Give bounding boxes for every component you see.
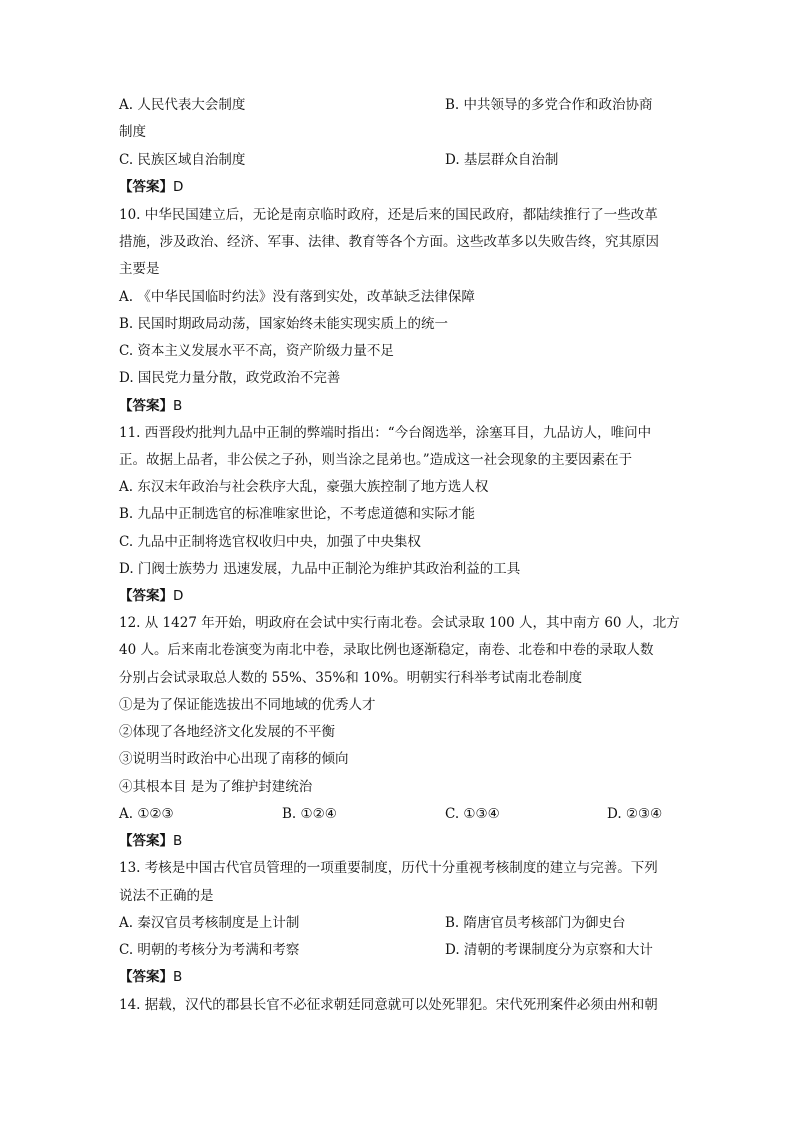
q11-option-b: B. 九品中正制选官的标准唯家世论，不考虑道德和实际才能 [119,506,476,522]
q11-option-c: C. 九品中正制将选官权收归中央，加强了中央集权 [119,534,421,550]
q12-stem-line2: 40 人。后来南北卷演变为南北中卷，录取比例也逐渐稳定，南卷、北卷和中卷的录取人数 [119,642,654,658]
q9-option-c: C. 民族区域自治制度 [119,152,246,168]
q10-option-b: B. 民国时期政局动荡，国家始终未能实现实质上的统一 [119,316,449,332]
q13-stem-line2: 说法不正确的是 [119,888,214,904]
q10-option-c: C. 资本主义发展水平不高，资产阶级力量不足 [119,343,394,359]
answer-value: B [173,969,183,985]
q13-answer [119,968,182,986]
q9-option-d: D. 基层群众自治制 [445,152,559,168]
q12-option-d: D. ②③④ [607,806,663,822]
answer-label: 【答案】 [119,969,173,985]
q11-stem-line2: 正。故据上品者，非公侯之子孙，则当涂之昆弟也。”造成这一社会现象的主要因素在于 [119,452,633,468]
q14-stem-line1: 14. 据载，汉代的郡县长官不必征求朝廷同意就可以处死罪犯。宋代死刑案件必须由州和朝 [119,997,658,1013]
answer-label: 【答案】 [119,588,173,604]
q10-answer [119,397,182,415]
q12-stem-line1: 12. 从 1427 年开始，明政府在会试中实行南北卷。会试录取 100 人，其中南方 60 人，北方 [119,615,680,631]
q12-option-a: A. ①②③ [119,806,174,822]
q12-item-2: ②体现了各地经济文化发展的不平衡 [119,724,335,740]
q9-answer [119,178,183,196]
q11-option-a: A. 东汉末年政治与社会秩序大乱，豪强大族控制了地方选人权 [119,479,489,495]
answer-value: B [173,833,183,849]
q12-item-4: ④其根本目 是为了维护封建统治 [119,779,313,795]
answer-label: 【答案】 [119,833,173,849]
answer-label: 【答案】 [119,179,173,195]
q10-stem-line1: 10. 中华民国建立后，无论是南京临时政府，还是后来的国民政府，都陆续推行了一些改革 [119,207,658,223]
q13-stem-line1: 13. 考核是中国古代官员管理的一项重要制度，历代十分重视考核制度的建立与完善。下列 [119,860,658,876]
q12-stem-line3: 分别占会试录取总人数的 55%、35%和 10%。明朝实行科举考试南北卷制度 [119,670,583,686]
q9-option-b-cont: 制度 [119,124,146,140]
q10-stem-line2: 措施，涉及政治、经济、军事、法律、教育等各个方面。这些改革多以失败告终，究其原因 [119,234,659,250]
answer-label: 【答案】 [119,398,173,414]
q9-option-b: B. 中共领导的多党合作和政治协商 [445,97,653,113]
answer-value: B [173,398,183,414]
q10-stem-line3: 主要是 [119,261,160,277]
q12-item-3: ③说明当时政治中心出现了南移的倾向 [119,751,349,767]
answer-value: D [173,588,184,604]
q11-stem-line1: 11. 西晋段灼批判九品中正制的弊端时指出：“今台阁选举，涂塞耳目，九品访人，唯问中 [119,425,652,441]
q11-answer [119,587,183,605]
answer-value: D [173,179,184,195]
q13-option-c: C. 明朝的考核分为考满和考察 [119,942,300,958]
q10-option-d: D. 国民党力量分散，政党政治不完善 [119,370,341,386]
q12-item-1: ①是为了保证能选拔出不同地域的优秀人才 [119,697,376,713]
q13-option-a: A. 秦汉官员考核制度是上计制 [119,915,300,931]
q10-option-a: A. 《中华民国临时约法》没有落到实处，改革缺乏法律保障 [119,289,475,305]
q12-option-b: B. ①②④ [282,806,337,822]
q12-option-c: C. ①③④ [445,806,500,822]
q13-option-b: B. 隋唐官员考核部门为御史台 [445,915,626,931]
q12-answer [119,832,182,850]
q13-option-d: D. 清朝的考课制度分为京察和大计 [445,942,653,958]
q11-option-d: D. 门阀士族势力 迅速发展，九品中正制沦为维护其政治利益的工具 [119,561,521,577]
q9-option-a: A. 人民代表大会制度 [119,97,246,113]
